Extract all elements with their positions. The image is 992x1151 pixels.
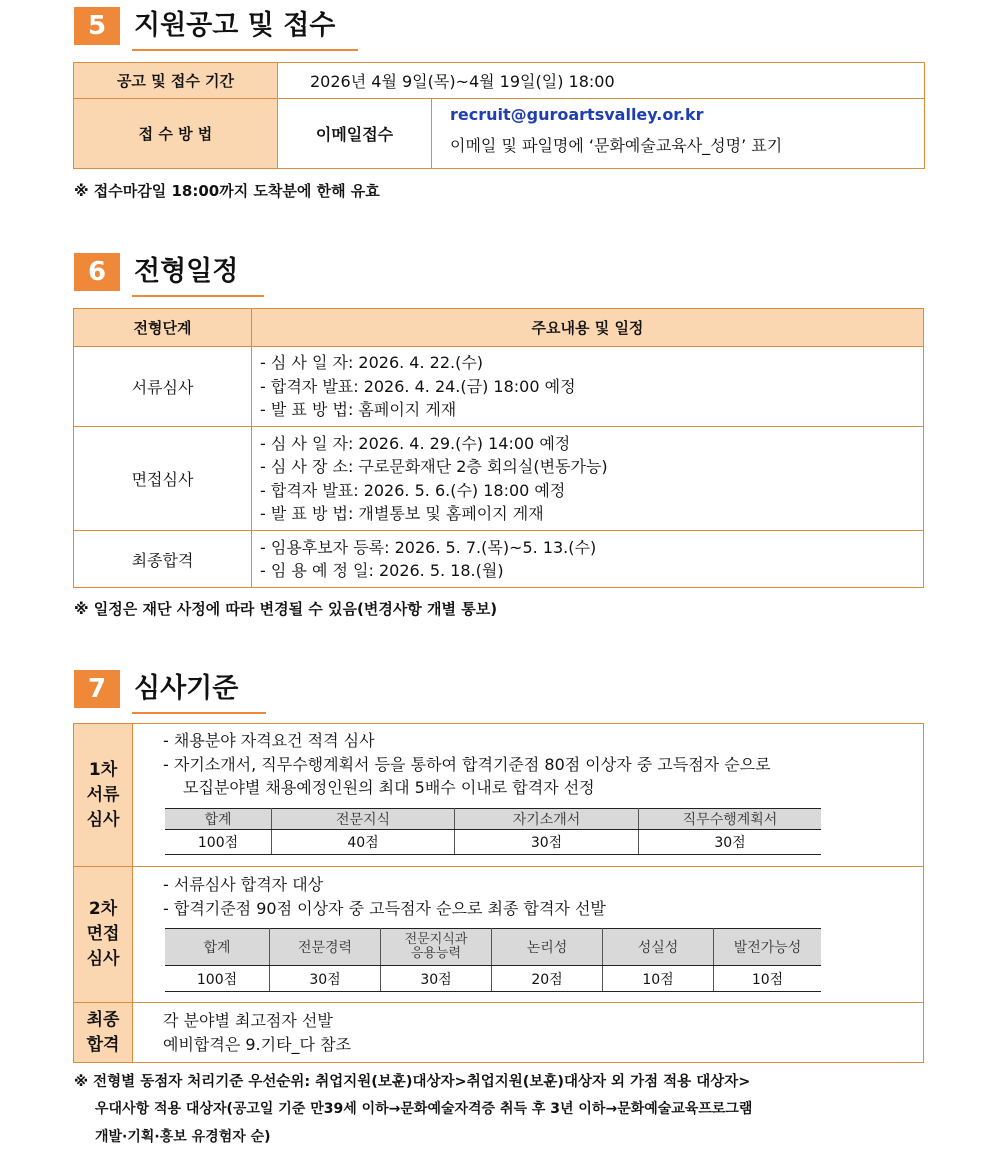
stage-details: [252, 347, 924, 427]
detail-line: - 심 사 일 자: 2026. 4. 29.(수) 14:00 예정: [260, 433, 571, 453]
criteria-line: - 채용분야 자격요건 적격 심사: [163, 731, 375, 750]
title-underline: [132, 712, 266, 714]
score-header: 성실성: [603, 929, 714, 966]
score-header: 논리성: [492, 929, 603, 966]
label-line: 서류: [86, 784, 120, 805]
label-line: 면접: [86, 924, 120, 944]
section-5-note: ※ 접수마감일 18:00까지 도착분에 한해 유효: [74, 182, 380, 200]
method-label: 접 수 방 법: [74, 99, 278, 169]
score-header: 발전가능성: [714, 929, 822, 966]
detail-line: - 임 용 예 정 일: 2026. 5. 18.(월): [260, 561, 504, 580]
score-value: 30점: [381, 966, 492, 992]
method-type: 이메일접수: [278, 99, 432, 169]
score-value: 100점: [165, 966, 270, 992]
label-line: 심사: [86, 809, 120, 830]
method-detail: [432, 99, 925, 169]
stage-details: [252, 427, 924, 531]
score-value: 40점: [272, 830, 455, 855]
period-label: 공고 및 접수 기간: [74, 63, 278, 99]
section-title: 심사기준: [134, 673, 239, 704]
criteria-line: 모집분야별 채용예정인원의 최대 5배수 이내로 합격자 선정: [183, 778, 595, 797]
criteria-line: 각 분야별 최고점자 선발: [163, 1011, 333, 1030]
label-line: 합격: [86, 1034, 120, 1055]
tiebreak-note-line3: 개발·기획·홍보 유경험자 순): [95, 1129, 271, 1145]
detail-line: - 심 사 장 소: 구로문화재단 2층 회의실(변동가능): [260, 457, 608, 476]
criteria-line: - 서류심사 합격자 대상: [163, 875, 324, 894]
label-line: 1차: [88, 759, 118, 780]
detail-line: - 합격자 발표: 2026. 5. 6.(수) 18:00 예정: [260, 480, 566, 500]
section-6-note: ※ 일정은 재단 사정에 따라 변경될 수 있음(변경사항 개별 통보): [74, 600, 498, 618]
round2-score-table: [165, 928, 821, 992]
score-header: [381, 929, 492, 966]
section-number: 5: [74, 7, 120, 45]
section-number: 7: [74, 670, 120, 708]
section-number: 6: [74, 253, 120, 291]
tiebreak-note-line1: ※ 전형별 동점자 처리기준 우선순위: 취업지원(보훈)대상자>취업지원(보훈)대상자 외 가점 적용 대상자>: [74, 1074, 751, 1090]
score-value: 20점: [492, 966, 603, 992]
detail-line: - 임용후보자 등록: 2026. 5. 7.(목)~5. 13.(수): [260, 537, 597, 557]
email-link[interactable]: recruit@guroartsvalley.or.kr: [450, 105, 704, 124]
round2-label: [74, 867, 133, 1003]
email-note: 이메일 및 파일명에 ‘문화예술교육사_성명’ 표기: [450, 136, 783, 155]
score-value: 10점: [714, 966, 822, 992]
stage-details: [252, 531, 924, 588]
round1-lines: [163, 729, 771, 800]
score-header: 전문경력: [270, 929, 381, 966]
label-line: 최종: [86, 1009, 120, 1030]
final-label: [74, 1003, 133, 1063]
score-header: 합계: [165, 929, 270, 966]
round2-lines: [163, 873, 606, 920]
score-header: 전문지식: [272, 809, 455, 830]
score-header: 직무수행계획서: [639, 809, 822, 830]
detail-line: - 합격자 발표: 2026. 4. 24.(금) 18:00 예정: [260, 376, 576, 396]
section-title: 전형일정: [134, 256, 239, 287]
label-line: 심사: [86, 949, 120, 969]
detail-line: - 발 표 방 법: 개별통보 및 홈페이지 게재: [260, 504, 544, 523]
label-line: 2차: [88, 899, 118, 919]
score-value: 30점: [639, 830, 822, 855]
tiebreak-note-line2: 우대사항 적용 대상자(공고일 기준 만39세 이하→문화예술자격증 취득 후 3년 이하→문화예술교육프로그램: [95, 1101, 753, 1117]
criteria-line: - 합격기준점 90점 이상자 중 고득점자 순으로 최종 합격자 선발: [163, 898, 606, 918]
score-header-text: 전문지식과 응용능력: [404, 932, 468, 961]
period-value: 2026년 4월 9일(목)~4월 19일(일) 18:00: [278, 63, 925, 99]
stage-name: 면접심사: [74, 427, 252, 531]
score-value: 10점: [603, 966, 714, 992]
section-title: 지원공고 및 접수: [134, 10, 336, 41]
score-value: 30점: [270, 966, 381, 992]
schedule-col-stage: 전형단계: [74, 309, 252, 347]
stage-name: 서류심사: [74, 347, 252, 427]
score-header: 자기소개서: [455, 809, 639, 830]
score-value: 100점: [165, 830, 272, 855]
stage-name: 최종합격: [74, 531, 252, 588]
criteria-line: - 자기소개서, 직무수행계획서 등을 통하여 합격기준점 80점 이상자 중 고득점자 순으로: [163, 754, 771, 774]
final-lines: [163, 1009, 351, 1056]
criteria-line: 예비합격은 9.기타_다 참조: [163, 1034, 351, 1054]
score-value: 30점: [455, 830, 639, 855]
round1-label: [74, 724, 133, 867]
schedule-table: [73, 308, 924, 588]
detail-line: - 심 사 일 자: 2026. 4. 22.(수): [260, 353, 484, 373]
application-table: [73, 62, 925, 169]
title-underline: [132, 295, 264, 297]
score-header: 합계: [165, 809, 272, 830]
title-underline: [132, 49, 358, 51]
schedule-col-detail: 주요내용 및 일정: [252, 309, 924, 347]
detail-line: - 발 표 방 법: 홈페이지 게재: [260, 400, 457, 420]
round1-score-table: [165, 808, 821, 855]
